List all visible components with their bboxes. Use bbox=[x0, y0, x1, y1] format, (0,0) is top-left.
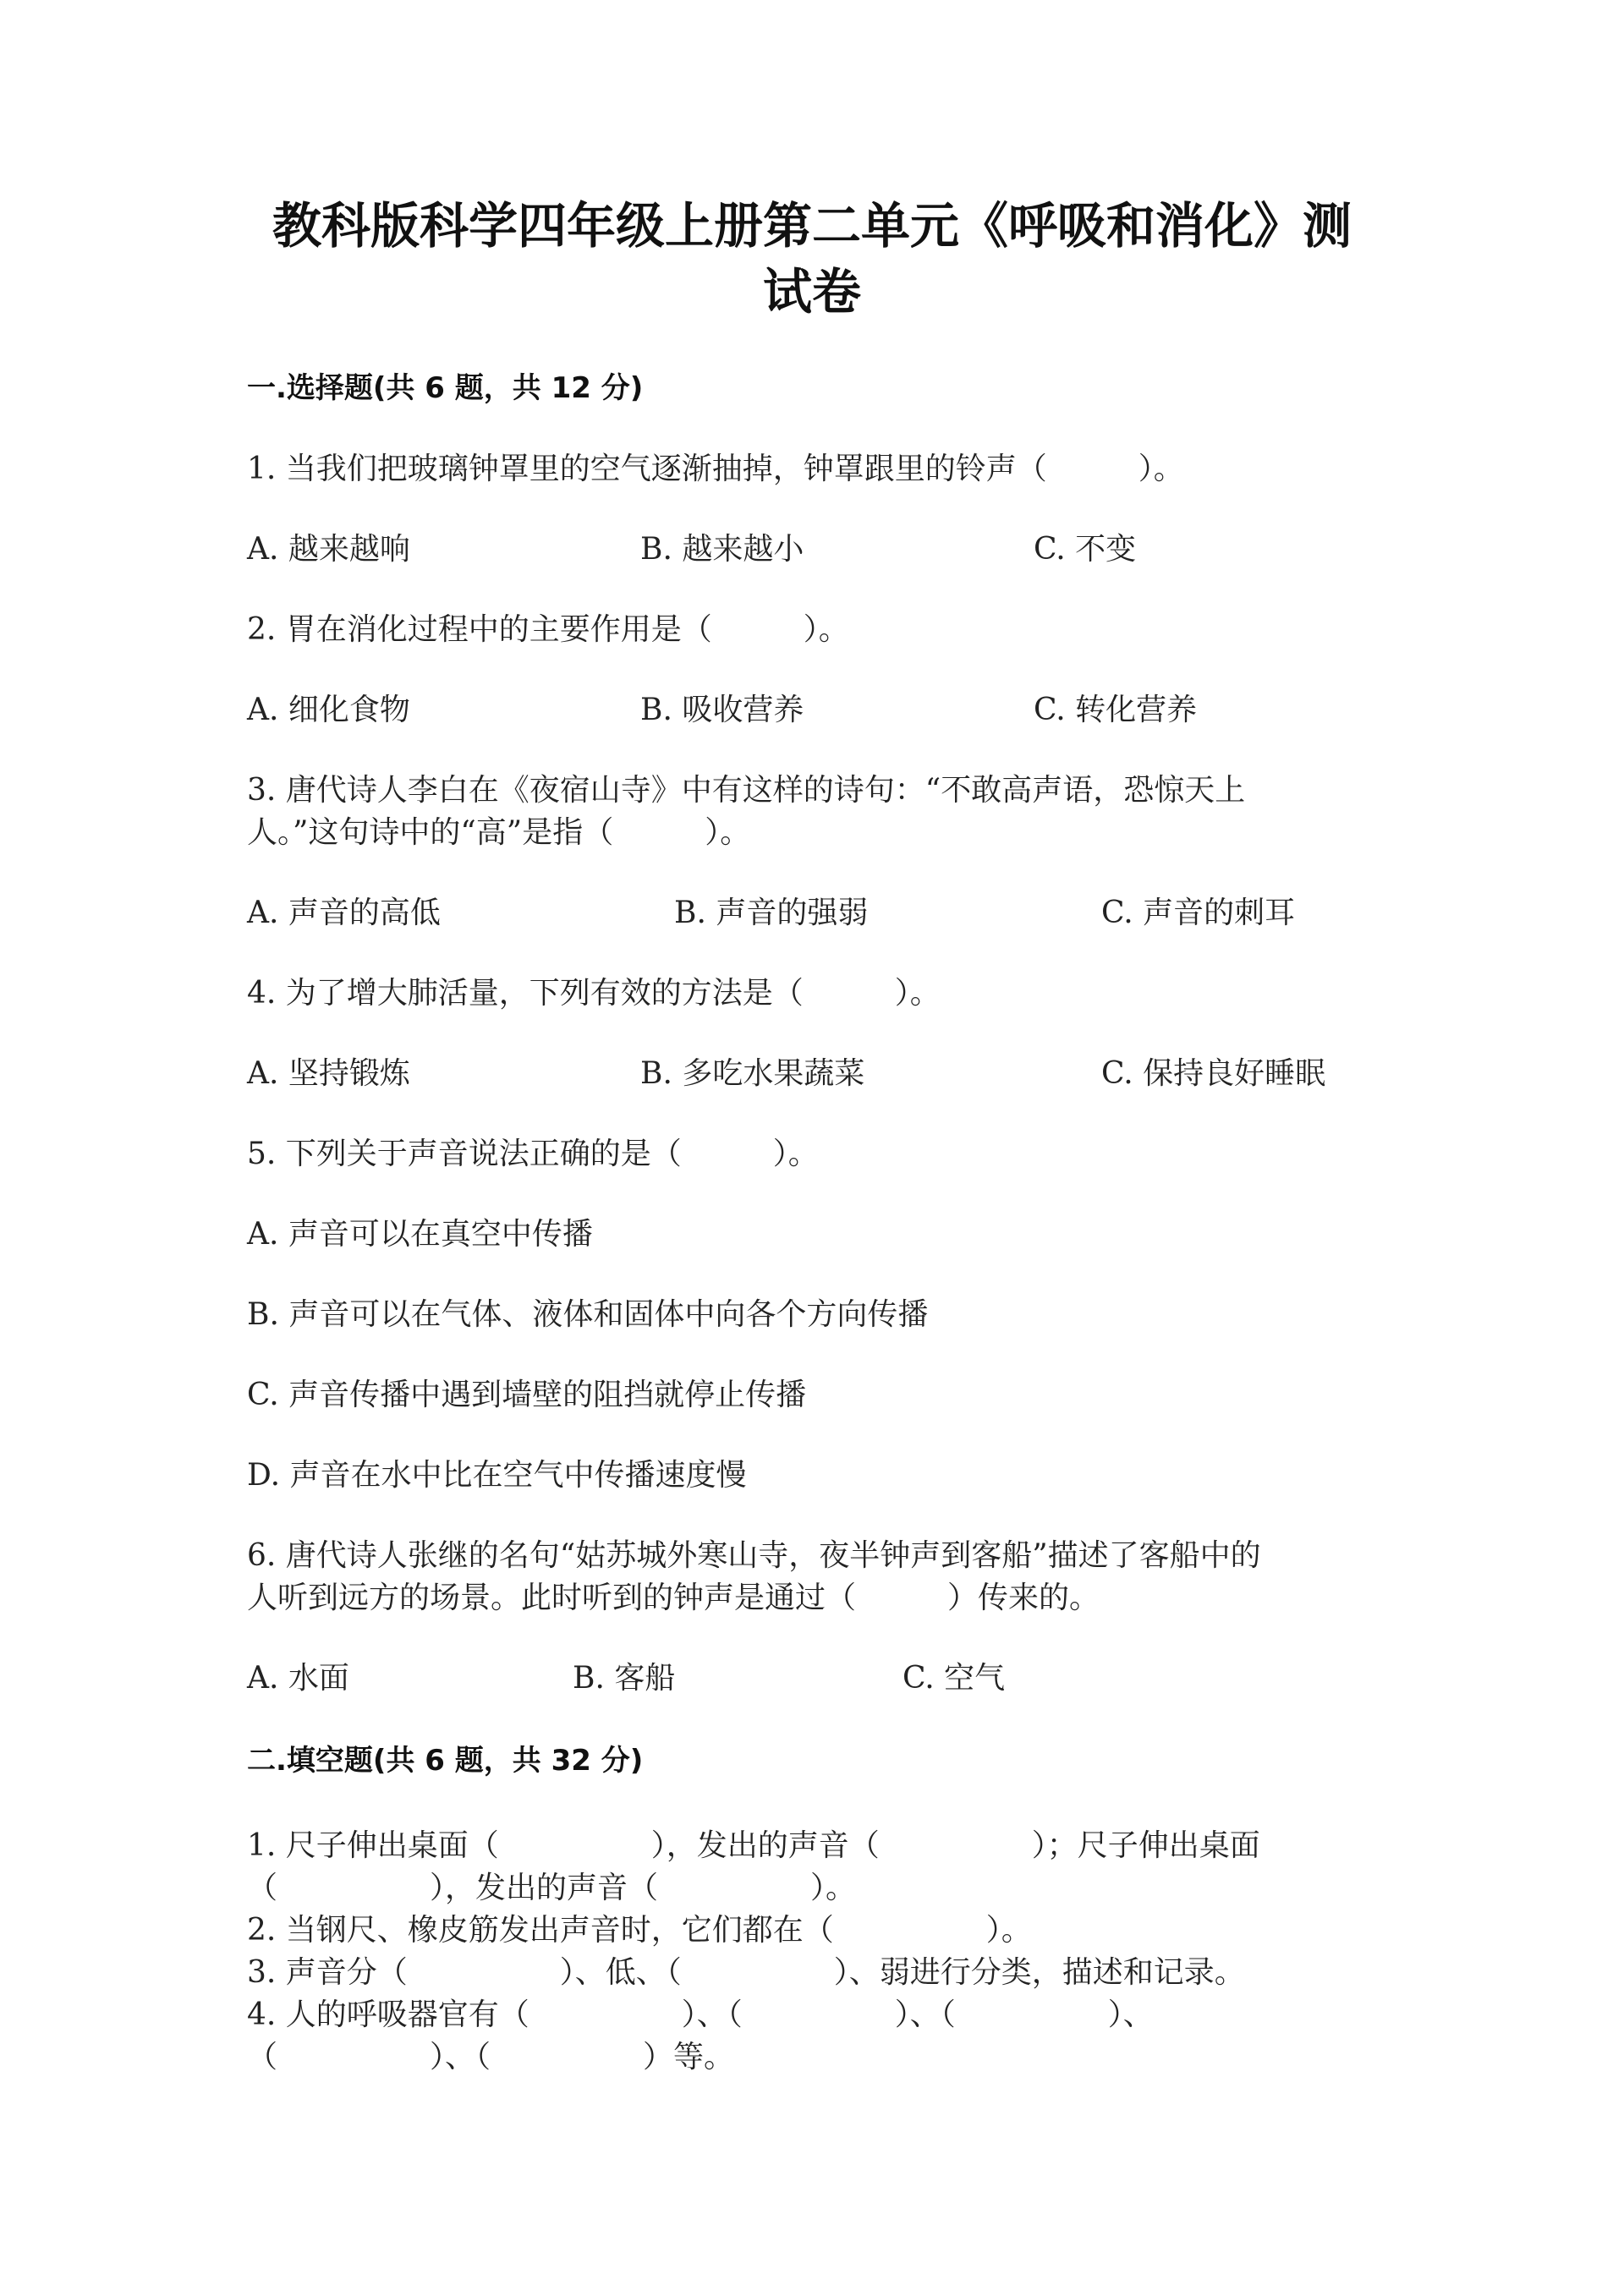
question-2-option-c: C. 转化营养 bbox=[1034, 693, 1198, 727]
question-3-option-b: B. 声音的强弱 bbox=[674, 896, 869, 930]
question-1-stem: 1. 当我们把玻璃钟罩里的空气逐渐抽掉，钟罩跟里的铃声（ ）。 bbox=[247, 452, 1184, 486]
question-2-stem: 2. 胃在消化过程中的主要作用是（ ）。 bbox=[247, 612, 849, 647]
question-5-option-a: A. 声音可以在真空中传播 bbox=[247, 1217, 593, 1252]
question-2-option-a: A. 细化食物 bbox=[247, 693, 410, 727]
question-4-stem: 4. 为了增大肺活量，下列有效的方法是（ ）。 bbox=[247, 976, 941, 1011]
question-6-option-b: B. 客船 bbox=[573, 1661, 676, 1696]
question-3-stem-line-2: 人。”这句诗中的“高”是指（ ）。 bbox=[247, 815, 751, 850]
question-1-option-b: B. 越来越小 bbox=[640, 532, 804, 567]
question-4-option-b: B. 多吃水果蔬菜 bbox=[640, 1056, 865, 1091]
fill-line-1: 1. 尺子伸出桌面（ ），发出的声音（ ）；尺子伸出桌面 bbox=[247, 1828, 1260, 1863]
question-5-option-c: C. 声音传播中遇到墙壁的阻挡就停止传播 bbox=[247, 1378, 807, 1412]
title-line-2: 试卷 bbox=[762, 263, 861, 321]
fill-line-3: 2. 当钢尺、橡皮筋发出声音时，它们都在（ ）。 bbox=[247, 1913, 1032, 1948]
question-3-option-c: C. 声音的刺耳 bbox=[1101, 896, 1296, 930]
question-5-option-b: B. 声音可以在气体、液体和固体中向各个方向传播 bbox=[247, 1297, 929, 1332]
question-4-option-c: C. 保持良好睡眠 bbox=[1101, 1056, 1326, 1091]
question-4-option-a: A. 坚持锻炼 bbox=[247, 1056, 410, 1091]
fill-line-4: 3. 声音分（ ）、低、（ ）、弱进行分类，描述和记录。 bbox=[247, 1955, 1245, 1990]
fill-line-5: 4. 人的呼吸器官有（ ）、（ ）、（ ）、 bbox=[247, 1997, 1154, 2032]
section-heading-choice: 一.选择题(共 6 题，共 12 分) bbox=[247, 371, 644, 405]
question-6-stem-line-1: 6. 唐代诗人张继的名句“姑苏城外寒山寺，夜半钟声到客船”描述了客船中的 bbox=[247, 1538, 1261, 1573]
question-3-option-a: A. 声音的高低 bbox=[247, 896, 441, 930]
question-3-stem-line-1: 3. 唐代诗人李白在《夜宿山寺》中有这样的诗句：“不敢高声语，恐惊天上 bbox=[247, 773, 1246, 808]
question-5-option-d: D. 声音在水中比在空气中传播速度慢 bbox=[247, 1458, 747, 1493]
question-6-stem-line-2: 人听到远方的场景。此时听到的钟声是通过（ ）传来的。 bbox=[247, 1581, 1100, 1615]
question-1-option-c: C. 不变 bbox=[1034, 532, 1137, 567]
page-title bbox=[237, 193, 1387, 325]
question-5-stem: 5. 下列关于声音说法正确的是（ ）。 bbox=[247, 1137, 819, 1171]
fill-line-2: （ ），发出的声音（ ）。 bbox=[247, 1871, 857, 1905]
question-6-option-a: A. 水面 bbox=[247, 1661, 349, 1696]
fill-line-6: （ ）、（ ）等。 bbox=[247, 2040, 735, 2074]
section-heading-fill-blank: 二.填空题(共 6 题，共 32 分) bbox=[247, 1744, 644, 1778]
question-2-option-b: B. 吸收营养 bbox=[640, 693, 804, 727]
title-line-1: 教科版科学四年级上册第二单元《呼吸和消化》测 bbox=[272, 197, 1352, 255]
question-6-option-c: C. 空气 bbox=[903, 1661, 1006, 1696]
question-1-option-a: A. 越来越响 bbox=[247, 532, 410, 567]
